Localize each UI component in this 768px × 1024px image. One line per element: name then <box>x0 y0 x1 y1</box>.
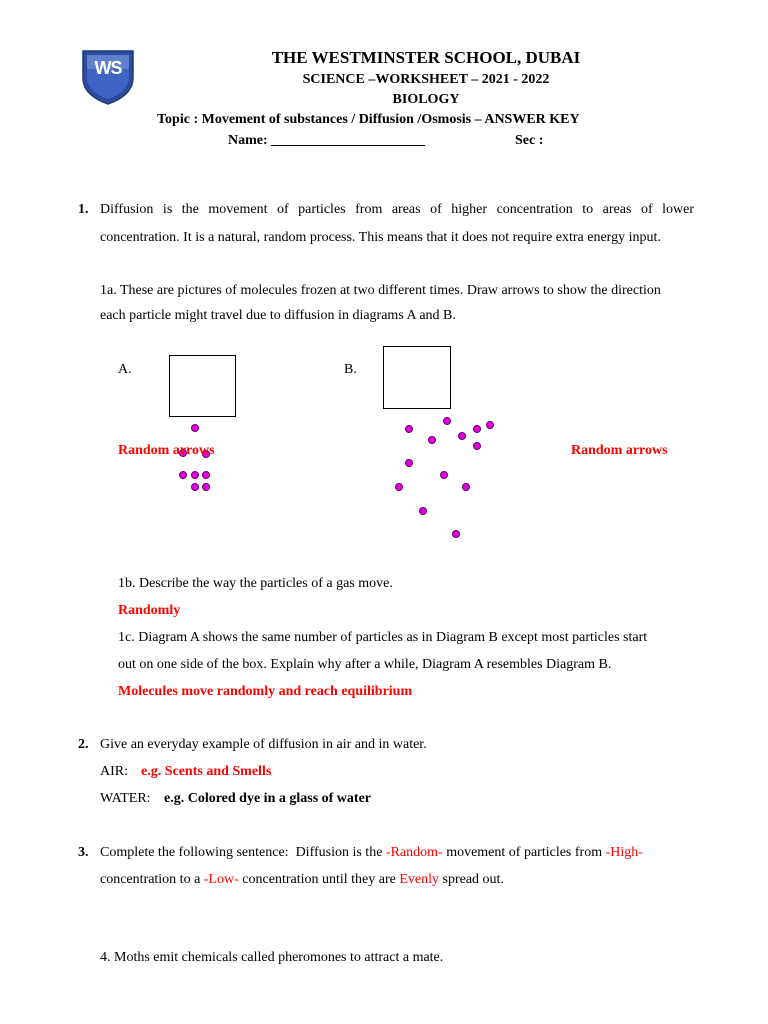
particle-b <box>428 436 436 444</box>
particle-a <box>179 471 187 479</box>
particle-b <box>443 417 451 425</box>
q3-number: 3. <box>78 845 89 860</box>
particle-b <box>395 483 403 491</box>
logo-text: WS <box>94 58 122 78</box>
q3-text-1: Complete the following sentence: Diffusion is the <box>100 845 386 860</box>
q2-air-answer: e.g. Scents and Smells <box>141 764 272 779</box>
particle-b <box>419 507 427 515</box>
diagram-a-box <box>169 355 236 417</box>
particle-b <box>405 459 413 467</box>
q3-text-2: movement of particles from <box>442 845 606 860</box>
q2-water-label: WATER: <box>100 791 151 806</box>
diagram-b-label: B. <box>344 362 357 377</box>
q2-air-label: AIR: <box>100 764 128 779</box>
q3-answer-random: -Random- <box>385 845 443 860</box>
particle-b <box>405 425 413 433</box>
particle-a <box>191 471 199 479</box>
q1c-line1: 1c. Diagram A shows the same number of particles as in Diagram B except most particles start <box>118 630 648 645</box>
diagram-b-box <box>383 346 451 409</box>
particle-a <box>191 424 199 432</box>
q1a-answer-a: Random arrows <box>118 443 215 458</box>
q1-number: 1. <box>78 202 89 217</box>
q2-number: 2. <box>78 737 89 752</box>
diagram-a-label: A. <box>118 362 132 377</box>
q2-water-answer: e.g. Colored dye in a glass of water <box>164 791 371 806</box>
particle-a <box>191 483 199 491</box>
q3-answer-evenly: Evenly <box>399 872 440 887</box>
q1b-question: 1b. Describe the way the particles of a gas move. <box>118 576 393 591</box>
subject-title: BIOLOGY <box>392 92 460 107</box>
section-field: Sec : <box>515 133 544 148</box>
particle-b <box>440 471 448 479</box>
particle-b <box>462 483 470 491</box>
q2-question: Give an everyday example of diffusion in air and in water. <box>100 737 427 752</box>
q3-text-3: concentration to a <box>100 872 204 887</box>
particle-b <box>452 530 460 538</box>
q1a-line2: each particle might travel due to diffusion in diagrams A and B. <box>100 308 456 323</box>
topic-title: Topic : Movement of substances / Diffusion /Osmosis – ANSWER KEY <box>157 112 580 127</box>
q1-line2: concentration. It is a natural, random process. This means that it does not require extra energy input. <box>100 230 661 245</box>
school-name: THE WESTMINSTER SCHOOL, DUBAI <box>271 48 581 67</box>
particle-a <box>202 471 210 479</box>
worksheet-title: SCIENCE –WORKSHEET – 2021 - 2022 <box>302 72 550 87</box>
q3-line1 <box>100 845 643 861</box>
particle-b <box>458 432 466 440</box>
particle-a <box>202 483 210 491</box>
q1b-answer: Randomly <box>118 603 181 618</box>
q1c-line2: out on one side of the box. Explain why after a while, Diagram A resembles Diagram B. <box>118 657 612 672</box>
q1a-answer-b: Random arrows <box>571 443 668 458</box>
name-field: Name: ______________________ <box>228 133 426 148</box>
q3-text-5: spread out. <box>439 872 504 887</box>
q3-answer-high: -High- <box>605 845 643 860</box>
q1c-answer: Molecules move randomly and reach equilibrium <box>118 684 413 699</box>
q3-line2 <box>100 872 504 888</box>
particle-b <box>473 425 481 433</box>
q1-line1: Diffusion is the movement of particles from areas of higher concentration to areas of lower <box>100 202 694 217</box>
q3-answer-low: -Low- <box>203 872 239 887</box>
particle-b <box>486 421 494 429</box>
q1a-line1: 1a. These are pictures of molecules frozen at two different times. Draw arrows to show the direction <box>100 283 661 298</box>
q4-text: 4. Moths emit chemicals called pheromones to attract a mate. <box>100 950 444 965</box>
q3-text-4: concentration until they are <box>238 872 400 887</box>
particle-b <box>473 442 481 450</box>
